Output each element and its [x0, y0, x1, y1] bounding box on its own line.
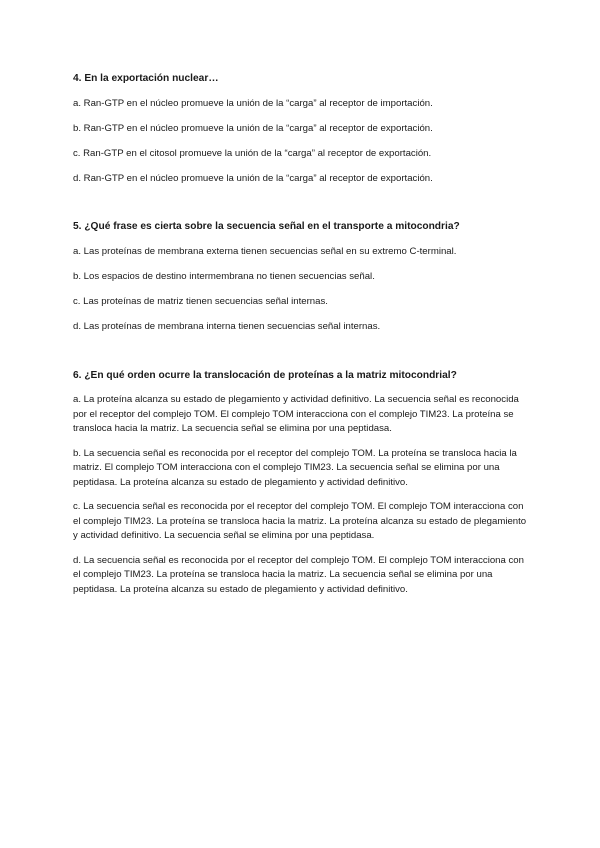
answer-option-c: c. La secuencia señal es reconocida por el receptor del complejo TOM. El complejo TOM interacciona con el complejo TIM23. La proteína se transloca hacia la matriz. La proteína alcanza su estado de plegamiento y actividad definitivo. La secuencia señal se elimina por una peptidasa. [73, 501, 527, 542]
answer-option-d: d. Las proteínas de membrana interna tienen secuencias señal internas. [73, 320, 381, 332]
answer-option-a: a. Las proteínas de membrana externa tienen secuencias señal en su extremo C-terminal. [73, 246, 457, 257]
question-4 [73, 72, 528, 197]
answer-option-a: a. Ran-GTP en el núcleo promueve la unión de la “carga” al receptor de importación. [73, 98, 433, 109]
answer-option-b: b. Ran-GTP en el núcleo promueve la unión de la “carga” al receptor de exportación. [73, 122, 433, 134]
question-title: 4. En la exportación nuclear… [73, 73, 219, 84]
answer-option-c: c. Las proteínas de matriz tienen secuencias señal internas. [73, 295, 328, 307]
answer-option-d: d. La secuencia señal es reconocida por el receptor del complejo TOM. El complejo TOM interacciona con el complejo TIM23. La proteína se transloca hacia la matriz. La secuencia señal se elimina por una peptidasa. La proteína alcanza su estado de plegamiento y actividad definitivo. [73, 554, 524, 595]
question-6 [73, 369, 528, 607]
question-5 [73, 220, 528, 345]
question-title: 5. ¿Qué frase es cierta sobre la secuencia señal en el transporte a mitocondria? [73, 221, 460, 232]
answer-option-b: b. La secuencia señal es reconocida por el receptor del complejo TOM. La proteína se transloca hacia la matriz. El complejo TOM interacciona con el complejo TIM23. La secuencia señal se elimina por una peptidasa. La proteína alcanza su estado de plegamiento y actividad definitivo. [73, 447, 517, 488]
answer-option-a: a. La proteína alcanza su estado de plegamiento y actividad definitivo. La secuencia señal es reconocida por el receptor del complejo TOM. El complejo TOM interacciona con el complejo TIM23. La proteína se transloca hacia la matriz. La secuencia señal se elimina por una peptidasa. [73, 394, 519, 435]
answer-option-c: c. Ran-GTP en el citosol promueve la unión de la “carga” al receptor de exportación. [73, 147, 432, 159]
answer-option-d: d. Ran-GTP en el núcleo promueve la unión de la “carga” al receptor de exportación. [73, 172, 433, 184]
answer-option-b: b. Los espacios de destino intermembrana no tienen secuencias señal. [73, 270, 375, 282]
question-title: 6. ¿En qué orden ocurre la translocación de proteínas a la matriz mitocondrial? [73, 370, 457, 381]
